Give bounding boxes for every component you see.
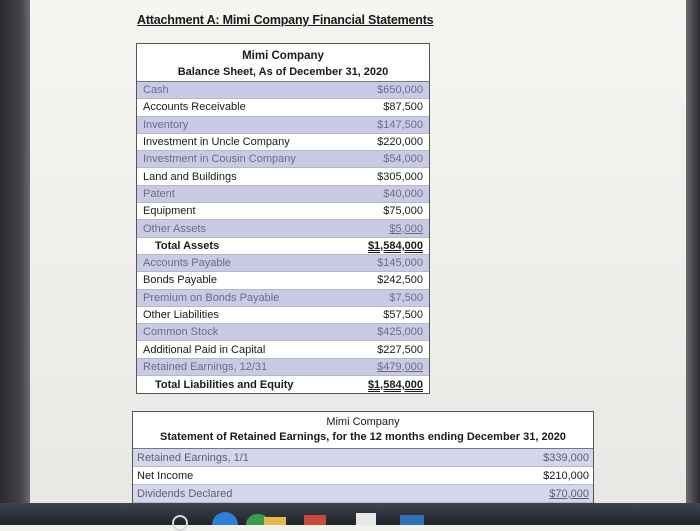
balance-sheet-table [136,43,430,394]
row-label: Accounts Payable [143,257,232,270]
row-label: Inventory [143,118,189,131]
retained-earnings-subtitle: Statement of Retained Earnings, for the 12 months ending December 31, 2020 [160,431,566,443]
monitor-bezel-left [0,0,30,525]
search-icon[interactable] [172,515,188,531]
row-value: $7,500 [389,291,423,304]
table-row-patent [137,186,429,203]
table-row-re-beginning [133,449,593,467]
row-label: Land and Buildings [143,170,237,183]
table-row-total-assets [137,238,429,255]
row-label: Other Liabilities [143,309,219,321]
row-value: $57,500 [383,309,423,321]
table-row-equipment [137,203,429,220]
row-value: $227,500 [377,343,423,356]
row-label: Accounts Receivable [143,101,246,114]
table-row-other-assets [137,220,429,237]
table-row-common-stock [137,324,429,341]
row-label: Net Income [137,469,194,482]
row-value: $210,000 [543,469,589,482]
table-row-inventory [137,117,429,134]
row-value: $1,584,000 [367,378,423,391]
row-label: Common Stock [143,326,219,339]
row-label: Total Assets [155,239,220,252]
row-value: $5,000 [389,222,423,235]
table-row-accounts-receivable [137,99,429,116]
row-value: $242,500 [377,274,423,287]
table-row-retained-earnings [137,359,429,376]
row-label: Premium on Bonds Payable [143,291,280,304]
row-value: $339,000 [543,451,589,464]
row-label: Investment in Cousin Company [143,153,296,166]
row-value: $305,000 [377,170,423,183]
row-value: $147,500 [377,118,423,131]
row-value: $650,000 [377,84,423,97]
row-value: $40,000 [383,187,423,200]
table-row-land-buildings [137,168,429,185]
table-row-net-income [133,467,593,485]
row-value: $70,000 [549,487,589,500]
row-label: Total Liabilities and Equity [155,378,294,391]
retained-earnings-header [133,412,593,445]
balance-sheet-company: Mimi Company [242,50,324,62]
row-label: Equipment [143,205,196,218]
table-row-investment-cousin [137,151,429,168]
taskbar [0,503,700,525]
row-label: Additional Paid in Capital [143,343,266,356]
balance-sheet-subtitle: Balance Sheet, As of December 31, 2020 [177,66,389,78]
row-value: $425,000 [377,326,423,339]
table-row-accounts-payable [137,255,429,272]
row-value: $87,500 [383,101,423,114]
row-value: $220,000 [377,136,423,149]
monitor-bezel-right [686,0,700,525]
calculator-icon[interactable] [356,513,376,525]
row-label: Patent [143,187,175,200]
balance-sheet-header [137,44,429,80]
row-label: Dividends Declared [137,487,233,500]
row-value: $479,000 [377,360,423,373]
row-value: $1,584,000 [367,239,423,252]
balance-sheet-rows [137,81,429,393]
table-row-premium-bonds [137,290,429,307]
row-label: Retained Earnings, 12/31 [143,360,268,373]
row-label: Cash [143,84,169,97]
retained-earnings-company: Mimi Company [326,416,400,428]
row-value: $145,000 [377,257,423,270]
word-icon[interactable] [400,515,424,525]
row-label: Investment in Uncle Company [143,136,290,149]
row-label: Bonds Payable [143,274,217,287]
row-value: $54,000 [383,153,423,166]
row-label: Other Assets [143,222,206,235]
store-icon[interactable] [304,515,326,525]
table-row-bonds-payable [137,272,429,289]
retained-earnings-rows [133,448,593,503]
retained-earnings-table [132,411,594,513]
row-label: Retained Earnings, 1/1 [137,451,249,464]
table-row-total-liabilities-equity [137,376,429,393]
table-row-other-liabilities [137,307,429,324]
document-title: Attachment A: Mimi Company Financial Statements [137,13,434,27]
row-value: $75,000 [383,205,423,218]
table-row-investment-uncle [137,134,429,151]
table-row-apic [137,341,429,358]
edge-browser-icon[interactable] [212,512,238,525]
table-row-dividends [133,485,593,503]
table-row-cash [137,82,429,99]
file-explorer-icon[interactable] [264,517,286,525]
